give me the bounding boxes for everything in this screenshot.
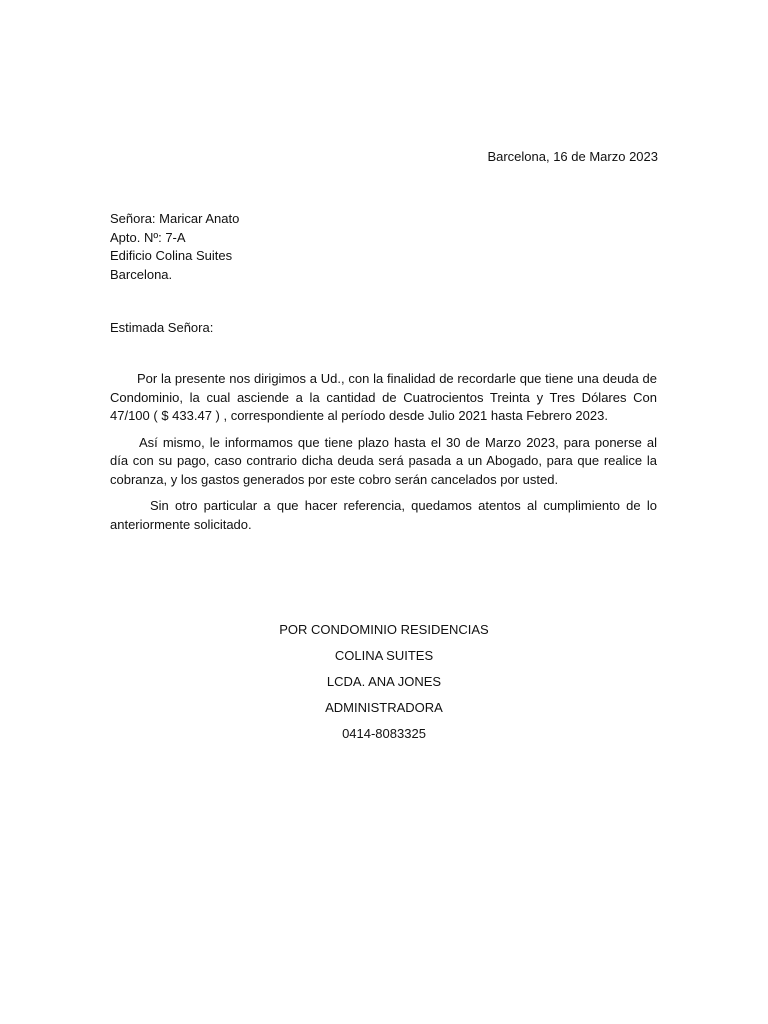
- signature-phone: 0414-8083325: [342, 726, 426, 741]
- body-paragraph: Por la presente nos dirigimos a Ud., con la finalidad de recordarle que tiene una deuda de Condominio, la cual asciende a la cantidad de Cuatrocientos Treinta y Tres Dólares Con 47/100 ( $ 433.47 ) , correspondiente al período desde Julio 2021 hasta Febrero 2023.: [110, 371, 657, 423]
- recipient-building: Edificio Colina Suites: [110, 248, 233, 263]
- signature-block: [0, 622, 768, 752]
- recipient-block: [110, 210, 239, 284]
- body-paragraph: Así mismo, le informamos que tiene plazo hasta el 30 de Marzo 2023, para ponerse al día con su pago, caso contrario dicha deuda será pasada a un Abogado, para que realice la cobranza, y los gastos generados por este cobro serán cancelados por usted.: [110, 434, 657, 487]
- body-paragraph: Sin otro particular a que hacer referencia, quedamos atentos al cumplimiento de lo anteriormente solicitado.: [110, 498, 657, 532]
- signature-signer-name: LCDA. ANA JONES: [326, 674, 442, 689]
- signature-organization: POR CONDOMINIO RESIDENCIAS: [279, 622, 489, 637]
- signature-building: COLINA SUITES: [334, 648, 434, 663]
- recipient-city: Barcelona.: [110, 266, 173, 282]
- letter-greeting: Estimada Señora:: [110, 320, 214, 335]
- recipient-apartment: Apto. Nº: 7-A: [110, 229, 186, 245]
- signature-signer-title: ADMINISTRADORA: [325, 700, 443, 715]
- recipient-name: Señora: Maricar Anato: [110, 211, 240, 226]
- letter-date: Barcelona, 16 de Marzo 2023: [487, 149, 658, 164]
- letter-body: [110, 370, 657, 542]
